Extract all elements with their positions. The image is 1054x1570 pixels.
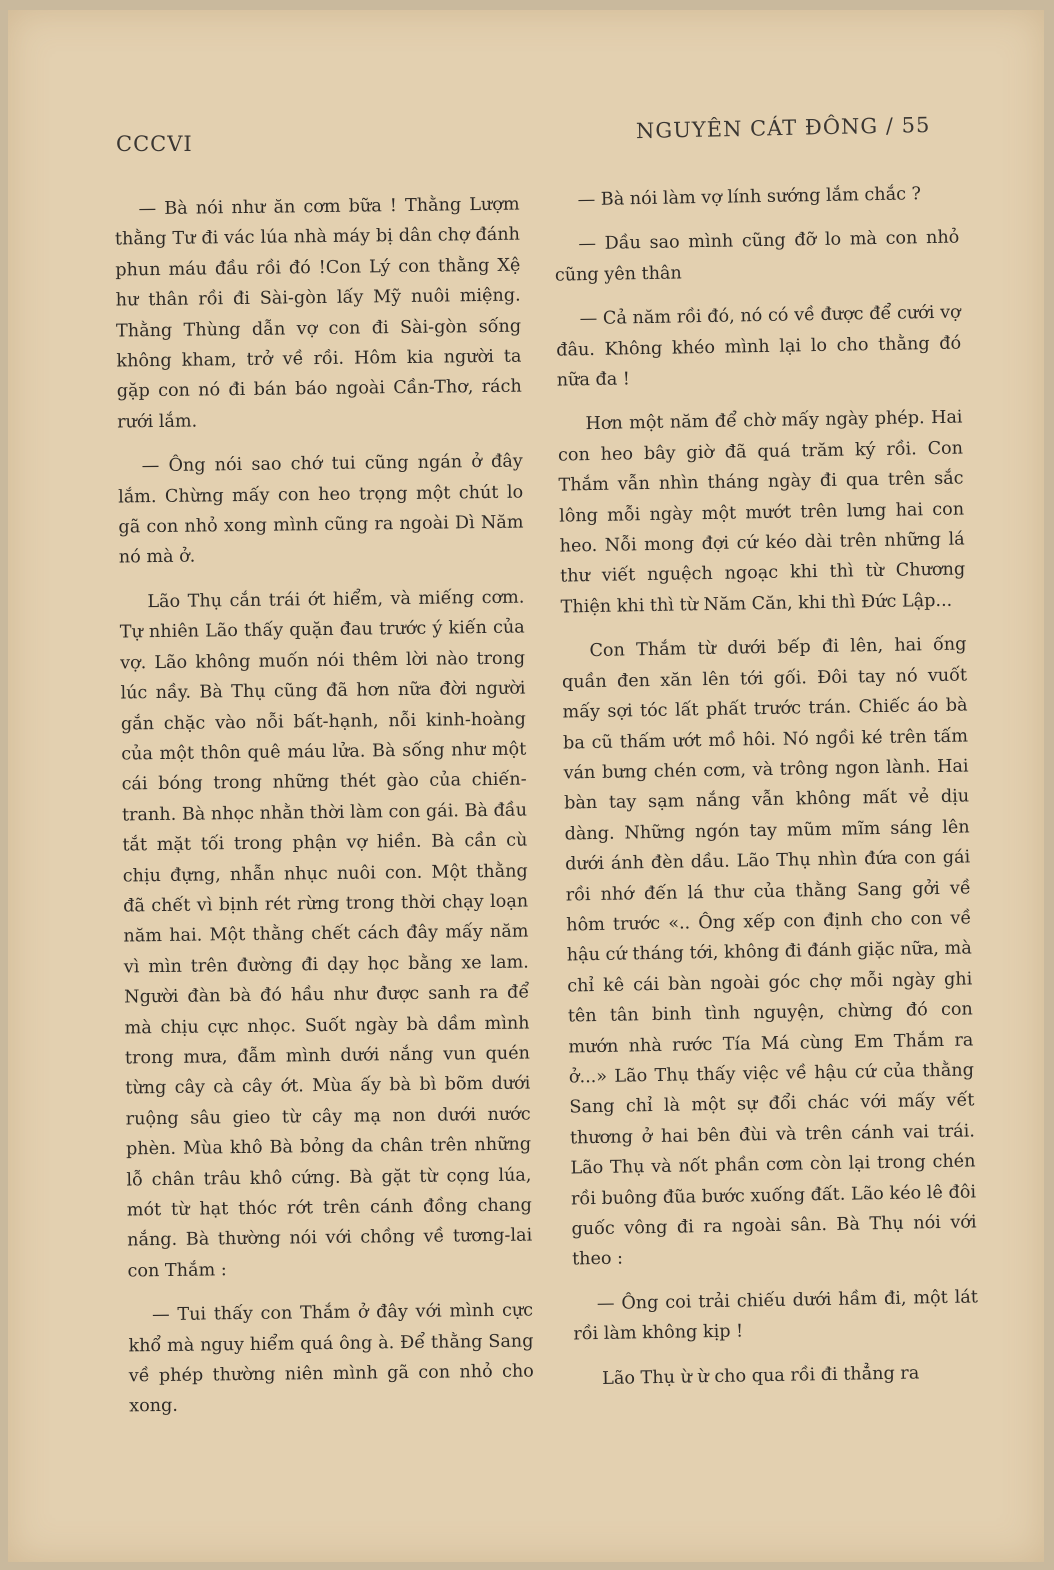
paragraph: — Dầu sao mình cũng đỡ lo mà con nhỏ cũng yên thân xyxy=(554,227,960,286)
paragraph: Lão Thụ cắn trái ớt hiểm, và miếng cơm. Tự nhiên Lão thấy quặn đau trước ý kiến của vợ. Lão không muốn nói thêm lời nào trong lúc nầy. Bà Thụ cũng đã hơn nữa đời người gắn chặc vào nỗi bất-hạnh, nỗi kinh-hoàng của một thôn quê máu lửa. Bà sống như một cái bóng trong những thét gào của chiến-tranh. Bà nhọc nhằn thời làm con gái. Bà đầu tắt mặt tối trong phận vợ hiền. Bà cần cù chịu đựng, nhẫn nhục nuôi con. Một thằng đã chết vì bịnh rét rừng trong thời chạy loạn năm hai. Một thằng chết cách đây mấy năm vì mìn trên đường đi dạy học bằng xe lam. Người đàn bà đó hầu như được sanh ra để mà chịu cực nhọc. Suốt ngày bà dầm mình trong mưa, đẫm mình dưới nắng vun quén từng cây cà cây ớt. Mùa ấy bà bì bõm dưới ruộng sâu gieo từ cây mạ non dưới nước phèn. Mùa khô Bà bỏng da chân trên những lỗ chân trâu khô cứng. Bà gặt từ cọng lúa, mót từ hạt thóc rớt trên cánh đồng chang nắng. Bà thường nói với chồng về tương-lai con Thắm : xyxy=(119,587,533,1282)
paragraph: — Cả năm rồi đó, nó có về được để cưới vợ đâu. Không khéo mình lại lo cho thằng đó nữa đa ! xyxy=(556,302,962,391)
paragraph: — Bà nói như ăn cơm bữa ! Thằng Lượm thằng Tư đi vác lúa nhà máy bị dân chợ đánh phun máu đầu rồi đó !Con Lý con thằng Xệ hư thân rồi đi Sài-gòn lấy Mỹ nuôi miệng. Thằng Thùng dẫn vợ con đi Sài-gòn sống không kham, trở về rồi. Hôm kia người ta gặp con nó đi bán báo ngoài Cần-Thơ, rách rưới lắm. xyxy=(114,194,522,433)
running-header-right: NGUYÊN CÁT ĐÔNG / 55 xyxy=(635,112,931,144)
paragraph: Lão Thụ ừ ừ cho qua rồi đi thẳng ra xyxy=(602,1363,920,1389)
paragraph: Hơn một năm để chờ mấy ngày phép. Hai con heo bây giờ đã quá trăm ký rồi. Con Thắm vẫn nhìn tháng ngày đi qua trên sắc lông mỗi ngày một mướt trên lưng hai con heo. Nỗi mong đợi cứ kéo dài trên những lá thư viết nguệch ngoạc khi thì từ Chương Thiện khi thì từ Năm Căn, khi thì Đức Lập... xyxy=(557,407,966,618)
paragraph: Con Thắm từ dưới bếp đi lên, hai ống quần đen xăn lên tới gối. Đôi tay nó vuốt mấy sợi tóc lất phất trước trán. Chiếc áo bà ba cũ thấm ướt mồ hôi. Nó ngồi ké trên tấm ván bưng chén cơm, và trông ngon lành. Hai bàn tay sạm nắng vẫn không mất vẻ dịu dàng. Những ngón tay mũm mĩm sáng lên dưới ánh đèn dầu. Lão Thụ nhìn đứa con gái rồi nhớ đến lá thư của thằng Sang gởi về hôm trước «.. Ông xếp con định cho con về hậu cứ tháng tới, không đi đánh giặc nữa, mà chỉ kê cái bàn ngoài góc chợ mỗi ngày ghi tên tân binh tình nguyện, chừng đó con mướn nhà rước Tía Má cùng Em Thắm ra ở...» Lão Thụ thấy việc về hậu cứ của thằng Sang chỉ là một sự đổi chác với mấy vết thương ở hai bên đùi và trên cánh vai trái. Lão Thụ và nốt phần cơm còn lại trong chén rồi buông đũa bước xuống đất. Lão kéo lê đôi guốc vông đi ra ngoài sân. Bà Thụ nói với theo : xyxy=(561,634,977,1270)
running-header-left: CCCVI xyxy=(116,132,193,156)
paragraph: — Bà nói làm vợ lính sướng lắm chắc ? xyxy=(577,184,922,211)
paragraph: — Ông nói sao chớ tui cũng ngán ở đây lắm. Chừng mấy con heo trọng một chút lo gã con nhỏ xong mình cũng ra ngoài Dì Năm nó mà ở. xyxy=(118,451,524,568)
right-column xyxy=(553,179,979,1409)
paragraph: — Ông coi trải chiếu dưới hầm đi, một lát rồi làm không kịp ! xyxy=(573,1287,978,1345)
book-page xyxy=(8,10,1044,1562)
paragraph: — Tui thấy con Thắm ở đây với mình cực khổ mà nguy hiểm quá ông à. Để thằng Sang về phép thường niên mình gã con nhỏ cho xong. xyxy=(128,1300,534,1417)
left-column xyxy=(114,190,534,1437)
